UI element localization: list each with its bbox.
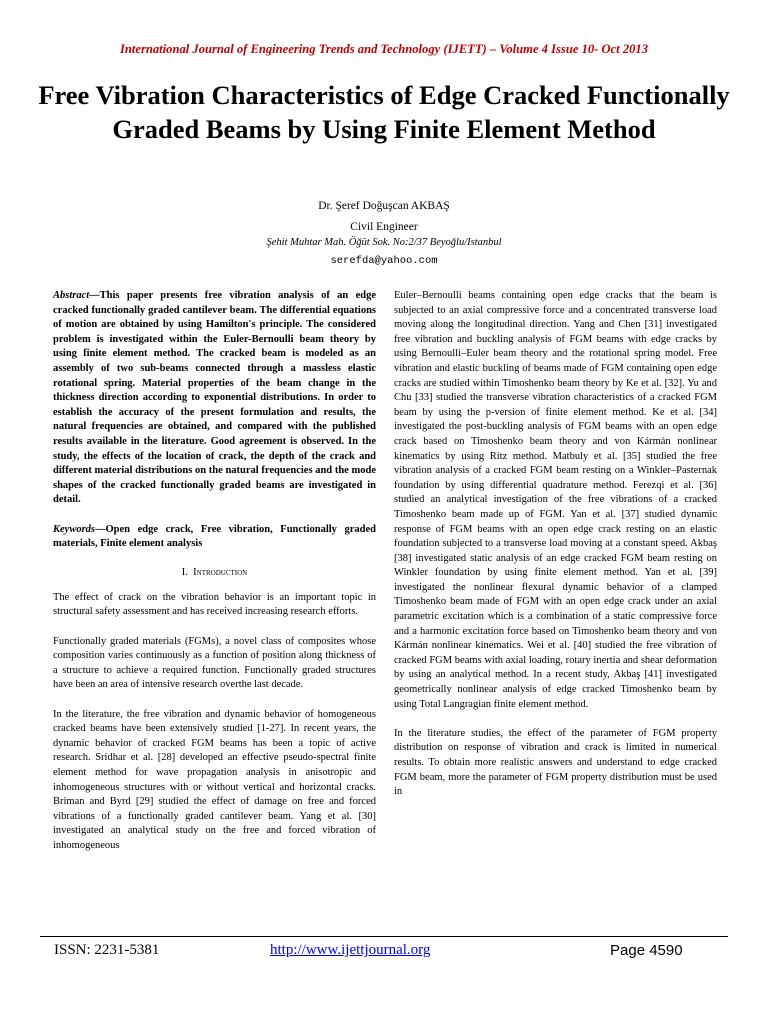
section-title: Introduction [193,567,248,579]
abstract [53,289,376,508]
author-address: Şehit Muhtar Mah. Öğüt Sok. No:2/37 Beyoğlu/Istanbul [266,237,502,248]
footer-issn: ISSN: 2231-5381 [54,942,160,958]
body-paragraph: In the literature studies, the effect of the parameter of FGM property distribution on response of vibration and crack is limited in numerical results. To obtain more realistic answers and understand to edge cracked FGM beam, more the parameter of FGM property distribution must be used in [394,727,717,798]
author-email: serefda@yahoo.com [330,255,438,267]
body-paragraph: Euler–Bernoulli beams containing open edge cracks that the beam is subjected to an axial compressive force and a concentrated transverse load moving along the longitudinal direction. Yang and Chen [31] investigated free vibration and buckling analysis of FGM beams with edge cracks by using Bernoulli–Euler beam theory and the rotational spring model. Free vibration and elastic buckling of beams made of FGM containing open edge cracks are studied within Timoshenko beam theory by Ke et al. [32]. Yu and Chu [33] studied the transverse vibration characteristics of a cracked FGM beam by using the p-version of finite element method. Ke et al. [34] investigated the post-buckling analysis of FGM beams with an open edge crack based on Timoshenko beam theory and von Kármán nonlinear kinematics by using Ritz method. Matbuly et al. [35] studied the free vibration analysis of a cracked FGM beam resting on a Winkler–Pasternak foundation by using differential quadrature method. Ferezqi et al. [36] studied an analytical investigation of the free vibrations of a cracked Timoshenko beam made up of FGM. Yan et al. [37] studied dynamic response of FGM beams with an open edge crack resting on an elastic foundation subjected to a transverse load moving at a constant speed. Akbaş [38] investigated static analysis of an edge cracked FGM beam resting on Winkler foundation by using finite element method. Yan et al. [39] investigated the nonlinear flexural dynamic behavior of a clamped Timoshenko beam made of FGM with an open edge crack under an axial parametric excitation which is a combination of a static compressive force and a harmonic excitation force based on Timoshenko beam theory and von Kármán nonlinear kinematics. Wei et al. [40] studied the free vibration of cracked FGM beams with axial loading, rotary inertia and shear deformation by using an analytical method. In a recent study, Akbaş [41] investigated geometrically nonlinear analysis of edge cracked Timoshenko beam by using Total Langragian finite element method. [394,290,717,710]
author-role: Civil Engineer [350,221,418,233]
body-paragraph: The effect of crack on the vibration behavior is an important topic in structural safety assessment and has received increasing research efforts. [53,591,376,618]
section-number: I. [181,567,188,579]
keywords-text: —Open edge crack, Free vibration, Functionally graded materials, Finite element analysis [53,523,376,550]
footer-page-number: Page 4590 [610,942,683,959]
keywords [53,523,376,552]
author-name: Dr. Şeref Doğuşcan AKBAŞ [318,200,450,212]
left-column [53,289,376,868]
section-heading-introduction [53,566,376,581]
abstract-label: Abstract [53,290,90,301]
body-paragraph: In the literature, the free vibration and dynamic behavior of homogeneous cracked beams have been extensively studied [1-27]. In recent years, the dynamic behavior of cracked FGM beams has been a topic of active research. Sridhar et al. [28] developed an effective pseudo-spectral finite element method for wave propagation analysis in anisotropic and inhomogeneous structures with or without vertical and horizontal cracks. Briman and Byrd [29] studied the effect of damage on free and forced vibrations of a functionally graded cantilever beam. Yang et al. [30] investigated an analytical study on the free and forced vibration of inhomogeneous [53,708,376,851]
footer-divider [40,936,728,937]
abstract-text: —This paper presents free vibration analysis of an edge cracked functionally graded cantilever beam. The differential equations of motion are obtained by using Hamilton's principle. The considered problem is investigated within the Euler-Bernoulli beam theory by using finite element method. The cracked beam is modeled as an assembly of two sub-beams connected through a massless elastic rotational spring. Material properties of the beam change in the thickness direction according to exponential distributions. In order to establish the accuracy of the present formulation and results, the natural frequencies are obtained, and compared with the published results available in the literature. Good agreement is observed. In the study, the effects of the location of crack, the depth of the crack and different material distributions on the natural frequencies and the mode shapes of the cracked functionally graded beams are investigated in detail. [53,290,376,506]
right-column [394,289,717,814]
journal-header: International Journal of Engineering Trends and Technology (IJETT) – Volume 4 Issue 10- Oct 2013 [119,42,649,56]
body-paragraph: Functionally graded materials (FGMs), a novel class of composites whose composition varies continuously as a function of position along thickness of a structure to achieve a required function. Functionally graded structures have been an area of intensive research overthe last decade. [53,635,376,691]
footer-journal-link[interactable]: http://www.ijettjournal.org [270,942,431,958]
keywords-label: Keywords [53,523,95,535]
paper-title: Free Vibration Characteristics of Edge Cracked Functionally Graded Beams by Using Finite Element Method [38,80,730,144]
